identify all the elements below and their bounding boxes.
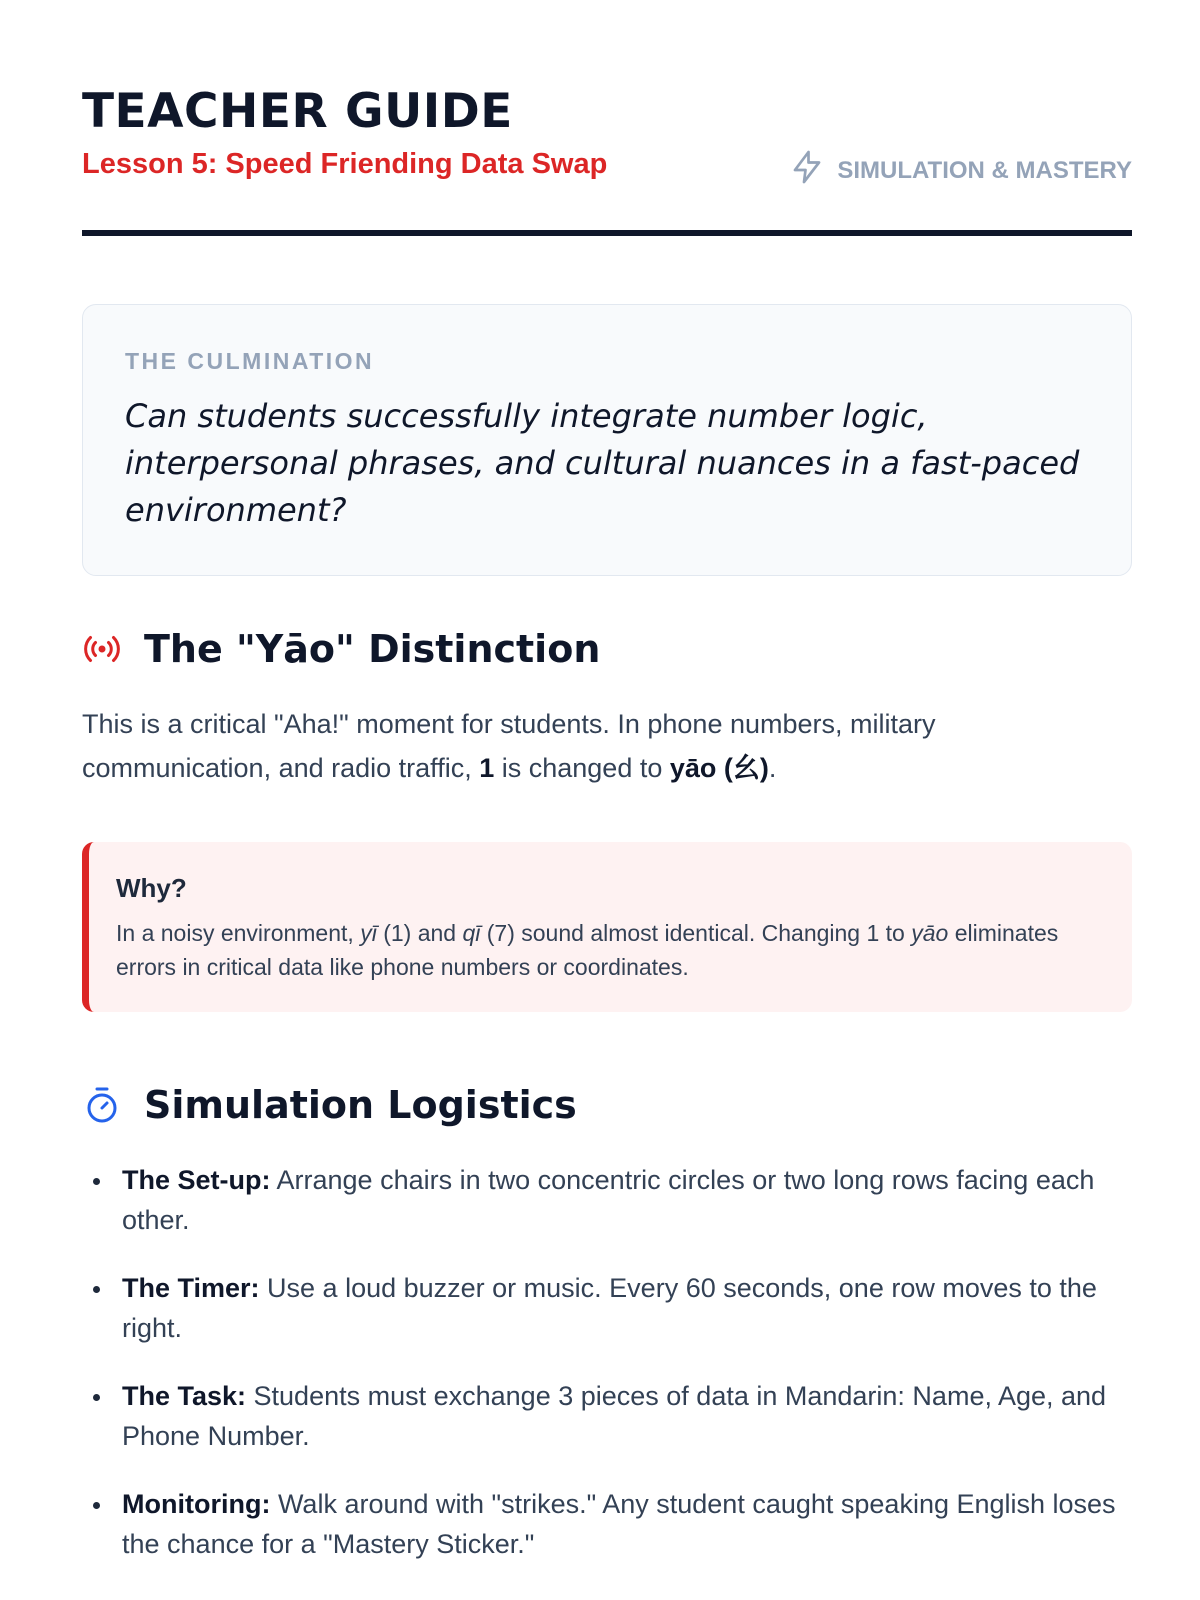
tag-label: SIMULATION & MASTERY (837, 157, 1132, 184)
list-item (82, 1160, 1132, 1240)
culmination-question: Can students successfully integrate number logic, interpersonal phrases, and cultural nuances in a fast-paced environment? (125, 397, 1080, 529)
list-item (82, 1268, 1132, 1348)
culmination-card (82, 304, 1132, 576)
why-text (116, 916, 1106, 984)
yao-intro-period: . (768, 753, 777, 783)
yao-intro-yao: yāo (幺) (669, 753, 769, 783)
lightning-icon (789, 149, 825, 193)
list-item-text: Students must exchange 3 pieces of data in Mandarin: Name, Age, and Phone Number. (122, 1381, 1107, 1451)
yao-intro-text-2: is changed to (494, 753, 670, 783)
list-item-label: The Timer: (122, 1273, 260, 1303)
logistics-section-heading (82, 1082, 577, 1128)
why-text-part: (7) sound almost identical. Changing 1 to (480, 920, 912, 946)
why-text-part: In a noisy environment, (116, 920, 361, 946)
why-yi: yī (360, 920, 377, 946)
yao-section-title: The "Yāo" Distinction (144, 627, 601, 671)
list-item-text: Arrange chairs in two concentric circles or two long rows facing each other. (122, 1165, 1095, 1235)
radio-broadcast-icon (82, 629, 122, 669)
why-callout (82, 842, 1132, 1012)
logistics-list (82, 1160, 1132, 1592)
yao-intro-text: This is a critical "Aha!" moment for students. In phone numbers, military communication, and radio traffic, (82, 709, 936, 783)
logistics-section-title: Simulation Logistics (144, 1083, 577, 1127)
list-item-label: Monitoring: (122, 1489, 271, 1519)
list-item (82, 1484, 1132, 1564)
why-text-part: (1) and (376, 920, 463, 946)
why-qi: qī (462, 920, 481, 946)
list-item-text: Walk around with "strikes." Any student caught speaking English loses the chance for a "Mastery Sticker." (122, 1489, 1116, 1559)
yao-intro-paragraph (82, 702, 1132, 790)
culmination-label: THE CULMINATION (125, 348, 375, 374)
lesson-subtitle: Lesson 5: Speed Friending Data Swap (82, 148, 608, 180)
teacher-guide-page (82, 0, 1132, 1559)
guide-header (82, 0, 1132, 236)
yao-section-heading (82, 626, 600, 672)
simulation-tag (789, 149, 1132, 193)
stopwatch-icon (82, 1085, 122, 1125)
why-text-part: eliminates errors in critical data like phone numbers or coordinates. (116, 920, 1059, 980)
list-item (82, 1376, 1132, 1456)
list-item-text: Use a loud buzzer or music. Every 60 seconds, one row moves to the right. (122, 1273, 1097, 1343)
yao-intro-one: 1 (479, 753, 495, 783)
why-yao: yāo (911, 920, 949, 946)
list-item-label: The Set-up: (122, 1165, 271, 1195)
list-item-label: The Task: (122, 1381, 247, 1411)
page-title: TEACHER GUIDE (82, 84, 513, 139)
why-title: Why? (116, 873, 187, 903)
